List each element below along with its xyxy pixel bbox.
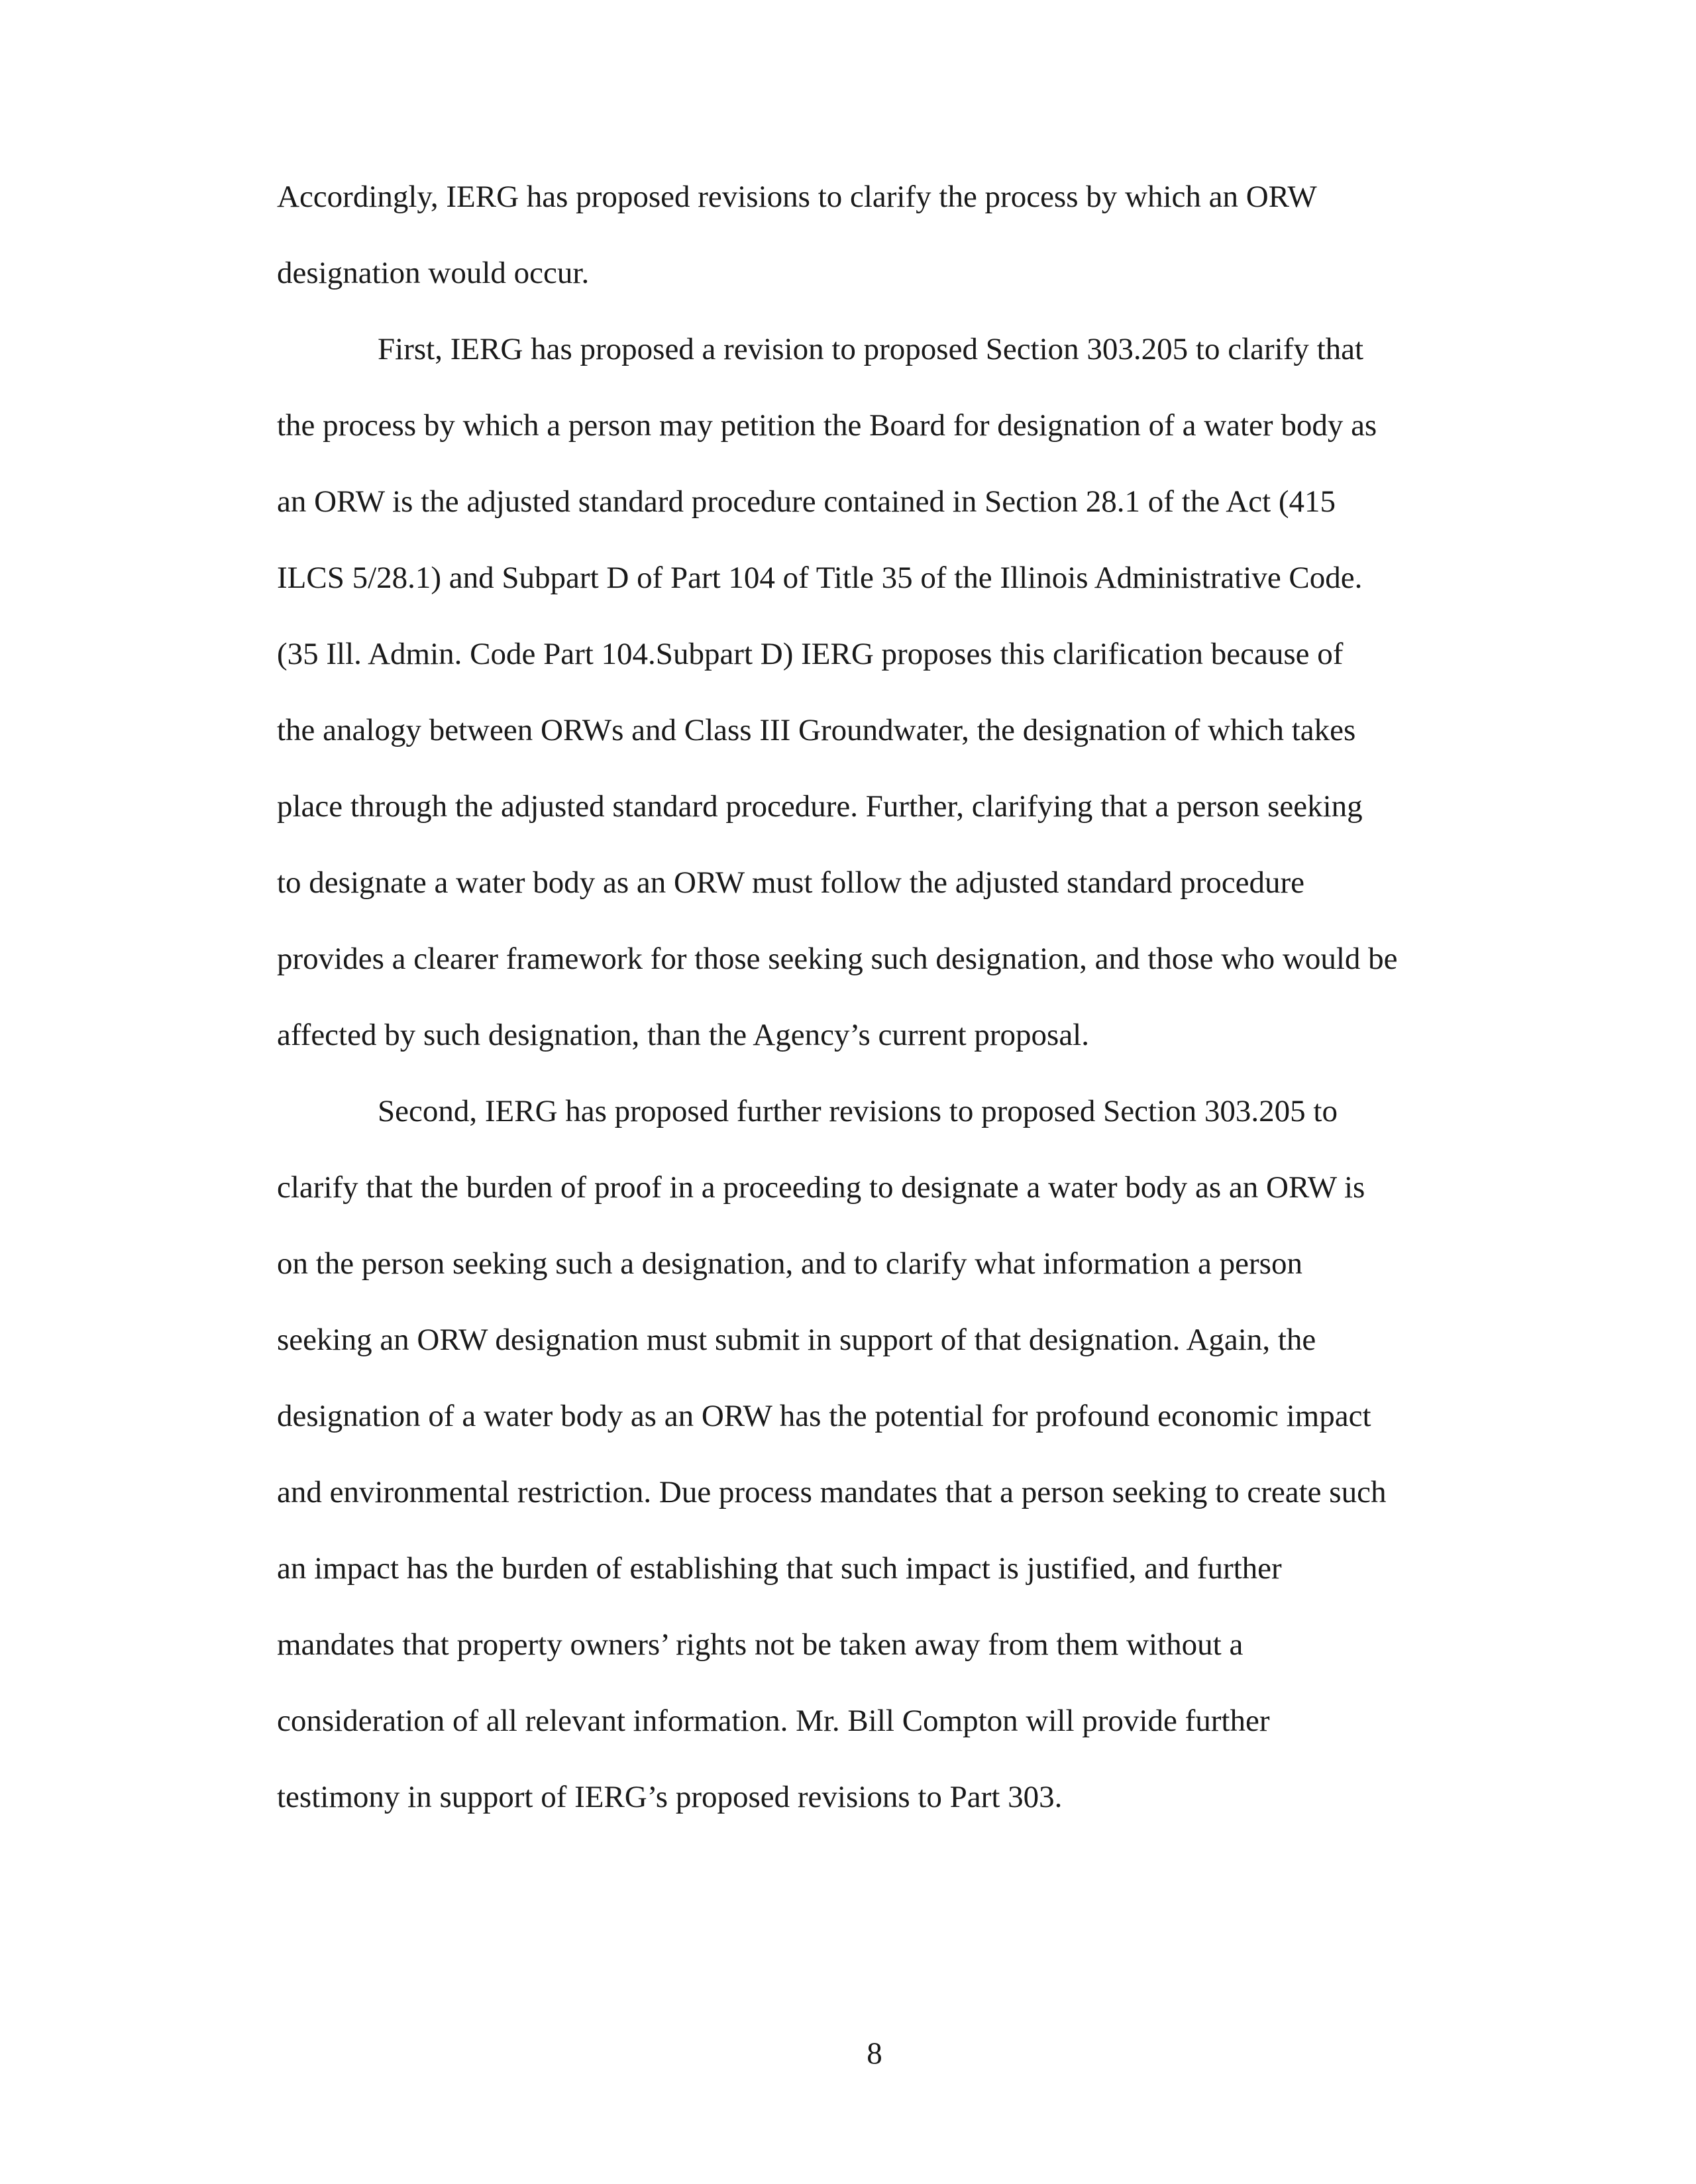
- text-line: designation would occur.: [277, 256, 590, 290]
- text-line: an impact has the burden of establishing that such impact is justified, and further: [277, 1551, 1282, 1586]
- text-line: provides a clearer framework for those seeking such designation, and those who would be: [277, 942, 1398, 976]
- text-line: the process by which a person may petition the Board for designation of a water body as: [277, 408, 1377, 443]
- paragraph: [277, 1085, 1476, 1847]
- text-line: ILCS 5/28.1) and Subpart D of Part 104 of Title 35 of the Illinois Administrative Code.: [277, 561, 1363, 595]
- text-line: clarify that the burden of proof in a proceeding to designate a water body as an ORW is: [277, 1170, 1365, 1205]
- text-line: the analogy between ORWs and Class III Groundwater, the designation of which takes: [277, 713, 1356, 747]
- paragraph: [277, 171, 1476, 323]
- text-line: Second, IERG has proposed further revisions to proposed Section 303.205 to: [378, 1094, 1338, 1128]
- text-line: mandates that property owners’ rights not be taken away from them without a: [277, 1627, 1244, 1662]
- text-line: testimony in support of IERG’s proposed revisions to Part 303.: [277, 1780, 1063, 1814]
- text-line: seeking an ORW designation must submit in support of that designation. Again, the: [277, 1323, 1316, 1357]
- paragraph: [277, 323, 1476, 1085]
- page-number: 8: [867, 2036, 882, 2071]
- text-line: place through the adjusted standard procedure. Further, clarifying that a person seeking: [277, 789, 1363, 824]
- text-line: affected by such designation, than the Agency’s current proposal.: [277, 1018, 1089, 1052]
- text-line: on the person seeking such a designation, and to clarify what information a person: [277, 1246, 1302, 1281]
- text-line: (35 Ill. Admin. Code Part 104.Subpart D) IERG proposes this clarification because of: [277, 637, 1344, 671]
- body-text: [277, 171, 1476, 1847]
- text-line: designation of a water body as an ORW has the potential for profound economic impact: [277, 1399, 1371, 1433]
- text-line: First, IERG has proposed a revision to proposed Section 303.205 to clarify that: [378, 332, 1364, 366]
- text-line: to designate a water body as an ORW must follow the adjusted standard procedure: [277, 865, 1305, 900]
- text-line: consideration of all relevant information. Mr. Bill Compton will provide further: [277, 1704, 1270, 1738]
- text-line: Accordingly, IERG has proposed revisions to clarify the process by which an ORW: [277, 180, 1317, 214]
- text-line: and environmental restriction. Due process mandates that a person seeking to create such: [277, 1475, 1387, 1509]
- text-line: an ORW is the adjusted standard procedure contained in Section 28.1 of the Act (415: [277, 484, 1336, 519]
